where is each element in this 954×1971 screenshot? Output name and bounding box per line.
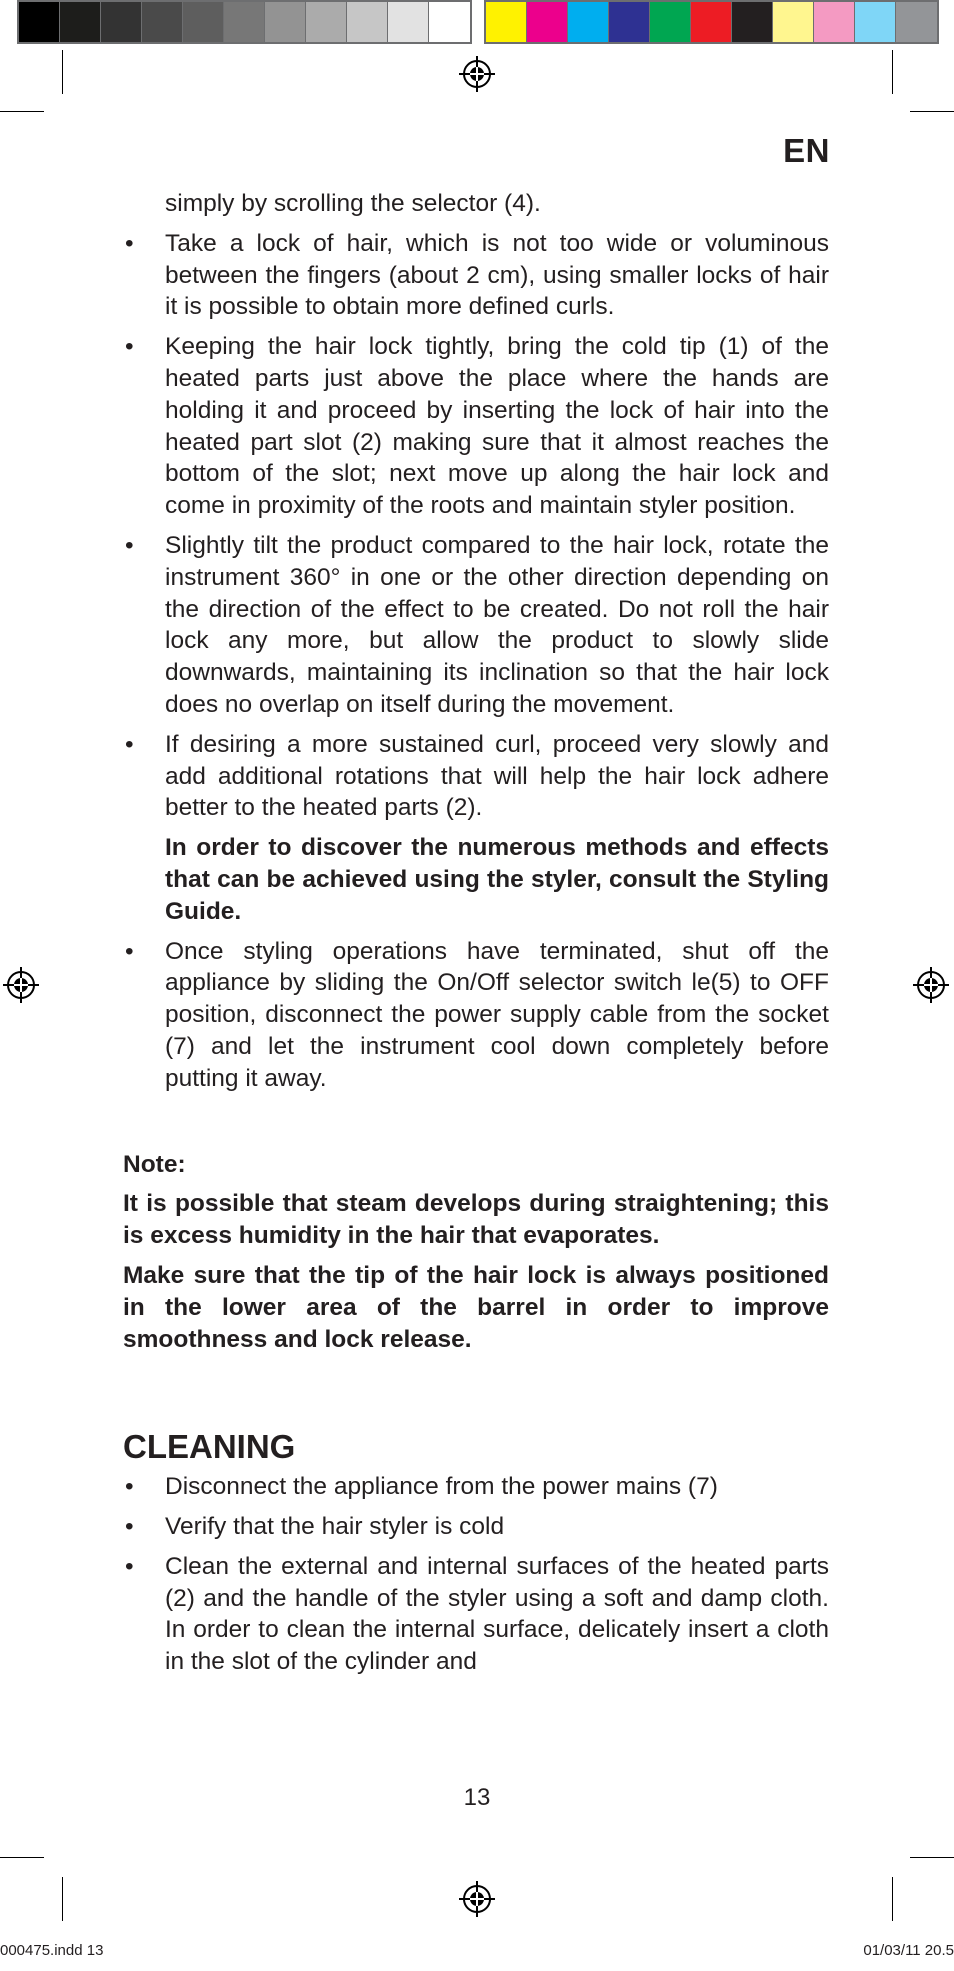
bullet-icon: • xyxy=(125,1473,134,1501)
grayscale-color-bar xyxy=(17,0,472,44)
crop-mark xyxy=(62,1877,63,1921)
slug-date-info: 01/03/11 20.5 xyxy=(863,1942,954,1959)
list-item xyxy=(123,1551,829,1678)
bullet-icon: • xyxy=(125,229,134,257)
bullet-icon: • xyxy=(125,1552,134,1580)
list-item-text: Take a lock of hair, which is not too wide or voluminous between the fingers (about 2 cm), using smaller locks of hair it is possible to obtain more defined curls. xyxy=(165,229,829,321)
list-item xyxy=(123,228,829,323)
bullet-icon: • xyxy=(125,1513,134,1541)
color-swatch xyxy=(429,2,470,42)
bullet-icon: • xyxy=(125,937,134,965)
registration-mark-icon xyxy=(913,967,949,1003)
color-swatch xyxy=(609,2,650,42)
list-item xyxy=(123,1511,829,1543)
color-swatch xyxy=(650,2,691,42)
note-label: Note: xyxy=(123,1150,186,1178)
color-swatch xyxy=(388,2,429,42)
list-item xyxy=(123,530,829,721)
color-swatch xyxy=(142,2,183,42)
list-item-text: If desiring a more sustained curl, proceed very slowly and add additional rotations that will help the hair lock adhere better to the heated parts (2). xyxy=(165,730,829,822)
color-swatch xyxy=(183,2,224,42)
color-swatch xyxy=(347,2,388,42)
slug-file-info: 000475.indd 13 xyxy=(0,1942,104,1959)
crop-mark xyxy=(910,111,954,112)
color-swatch xyxy=(265,2,306,42)
page-content xyxy=(123,188,829,1686)
color-swatch xyxy=(896,2,937,42)
list-item xyxy=(123,729,829,824)
crop-mark xyxy=(892,1877,893,1921)
list-item xyxy=(123,331,829,522)
note-text: Make sure that the tip of the hair lock is always positioned in the lower area of the barrel in order to improve smoothness and lock release. xyxy=(123,1261,829,1353)
registration-mark-icon xyxy=(3,967,39,1003)
color-swatch xyxy=(60,2,101,42)
list-item xyxy=(123,936,829,1095)
crop-mark xyxy=(892,50,893,94)
crop-mark xyxy=(62,50,63,94)
registration-mark-icon xyxy=(459,56,495,92)
color-swatch xyxy=(691,2,732,42)
color-swatch xyxy=(773,2,814,42)
page-number: 13 xyxy=(463,1784,491,1811)
list-item-text: Verify that the hair styler is cold xyxy=(165,1513,505,1541)
list-item xyxy=(123,1471,829,1503)
styling-guide-tip: In order to discover the numerous methods and effects that can be achieved using the styler, consult the Styling Guide. xyxy=(165,834,829,925)
bullet-icon: • xyxy=(125,531,134,559)
color-swatch xyxy=(101,2,142,42)
color-swatch xyxy=(568,2,609,42)
list-item-text: Clean the external and internal surfaces of the heated parts (2) and the handle of the styler using a soft and damp cloth. In order to clean the internal surface, delicately insert a cloth in the slot of the cylinder and xyxy=(165,1552,829,1676)
section-heading-cleaning: CLEANING xyxy=(123,1428,296,1466)
color-swatch xyxy=(306,2,347,42)
crop-mark xyxy=(0,1857,44,1858)
language-code: EN xyxy=(783,132,830,169)
note-text: It is possible that steam develops during straightening; this is excess humidity in the hair that evaporates. xyxy=(123,1190,829,1250)
crop-mark xyxy=(0,111,44,112)
color-swatch xyxy=(732,2,773,42)
list-item-text: Disconnect the appliance from the power mains (7) xyxy=(165,1473,718,1501)
color-swatch xyxy=(19,2,60,42)
color-swatch xyxy=(855,2,896,42)
crop-mark xyxy=(910,1857,954,1858)
color-swatch xyxy=(486,2,527,42)
list-item-text: Keeping the hair lock tightly, bring the cold tip (1) of the heated parts just above the place where the hands are holding it and proceed by inserting the lock of hair into the heated part slot (2) making sure that it almost reaches the bottom of the slot; next move up along the hair lock and come in proximity of the roots and maintain styler position. xyxy=(165,333,829,520)
color-swatch xyxy=(224,2,265,42)
bullet-icon: • xyxy=(125,730,134,758)
list-item-text: Once styling operations have terminated, shut off the appliance by sliding the On/Off selector switch le(5) to OFF position, disconnect the power supply cable from the socket (7) and let the instrument cool down completely before putting it away. xyxy=(165,937,829,1092)
color-swatch xyxy=(814,2,855,42)
process-color-bar xyxy=(484,0,939,44)
registration-mark-icon xyxy=(459,1881,495,1917)
color-swatch xyxy=(527,2,568,42)
intro-text: simply by scrolling the selector (4). xyxy=(165,190,541,217)
list-item-text: Slightly tilt the product compared to the hair lock, rotate the instrument 360° in one or the other direction depending on the direction of the effect to be created. Do not roll the hair lock any more, but allow the product to slowly slide downwards, maintaining its inclination so that the hair lock does no overlap on itself during the movement. xyxy=(165,531,829,718)
bullet-icon: • xyxy=(125,333,134,361)
